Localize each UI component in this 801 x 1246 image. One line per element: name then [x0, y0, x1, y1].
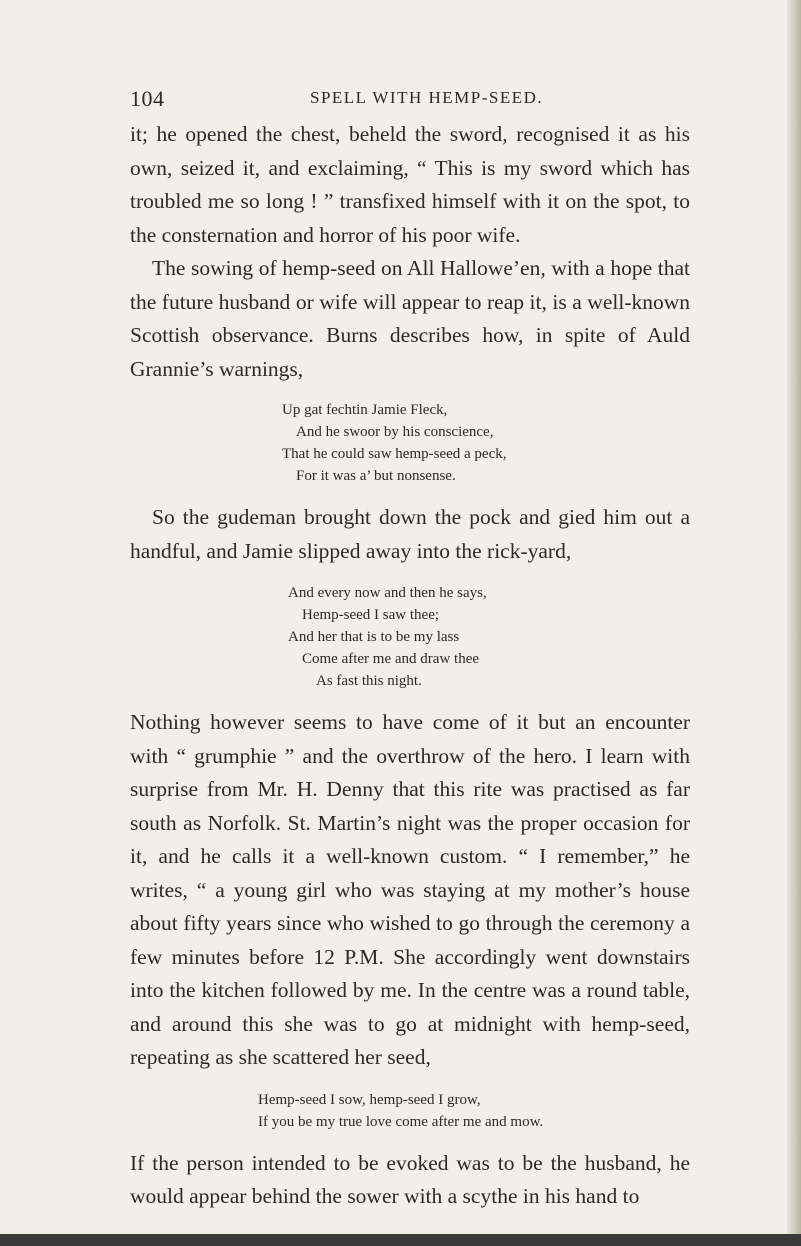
verse-line: Up gat fechtin Jamie Fleck, [282, 402, 448, 418]
page-edge-shadow [787, 0, 801, 1246]
verse-2 [288, 582, 690, 692]
verse-line: As fast this night. [316, 673, 422, 689]
verse-line: Come after me and draw thee [302, 651, 480, 667]
paragraph-1: it; he opened the chest, beheld the sword, recognised it as his own, seized it, and exclaiming, “ This is my sword which has troubled me so long ! ” transfixed himself with it on the spot, to the consternation and horror of his poor wife. [130, 122, 690, 247]
running-header [0, 86, 801, 110]
page-bottom-edge [0, 1234, 801, 1246]
verse-line: If you be my true love come after me and mow. [258, 1113, 544, 1130]
verse-line: And every now and then he says, [288, 585, 487, 601]
verse-1 [282, 399, 690, 487]
paragraph-3: So the gudeman brought down the pock and gied him out a handful, and Jamie slipped away into the rick-yard, [130, 505, 690, 563]
running-title: SPELL WITH HEMP-SEED. [310, 88, 544, 107]
page-number: 104 [130, 86, 165, 111]
body-text [130, 118, 690, 1214]
paragraph-5: If the person intended to be evoked was to be the husband, he would appear behind the sower with a scythe in his hand to [130, 1150, 690, 1208]
verse-line: Hemp-seed I sow, hemp-seed I grow, [258, 1091, 481, 1108]
verse-line: That he could saw hemp-seed a peck, [282, 446, 507, 462]
verse-line: And he swoor by his conscience, [296, 424, 494, 440]
verse-line: And her that is to be my lass [288, 629, 460, 645]
paragraph-2: The sowing of hemp-seed on All Hallowe’en, with a hope that the future husband or wife will appear to reap it, is a well-known Scottish observance. Burns describes how, in spite of Auld Grannie’s warnings, [130, 256, 690, 381]
paragraph-4: Nothing however seems to have come of it but an encounter with “ grumphie ” and the overthrow of the hero. I learn with surprise from Mr. H. Denny that this rite was practised as far south as Norfolk. St. Martin’s night was the proper occasion for it, and he calls it a well-known custom. “ I remember,” he writes, “ a young girl who was staying at my mother’s house about fifty years since who wished to go through the ceremony a few minutes before 12 P.M. She accordingly went downstairs into the kitchen followed by me. In the centre was a round table, and around this she was to go at midnight with hemp-seed, repeating as she scattered her seed, [130, 710, 690, 1069]
verse-line: For it was a’ but nonsense. [296, 468, 456, 484]
verse-3 [258, 1089, 690, 1133]
verse-line: Hemp-seed I saw thee; [302, 607, 440, 623]
